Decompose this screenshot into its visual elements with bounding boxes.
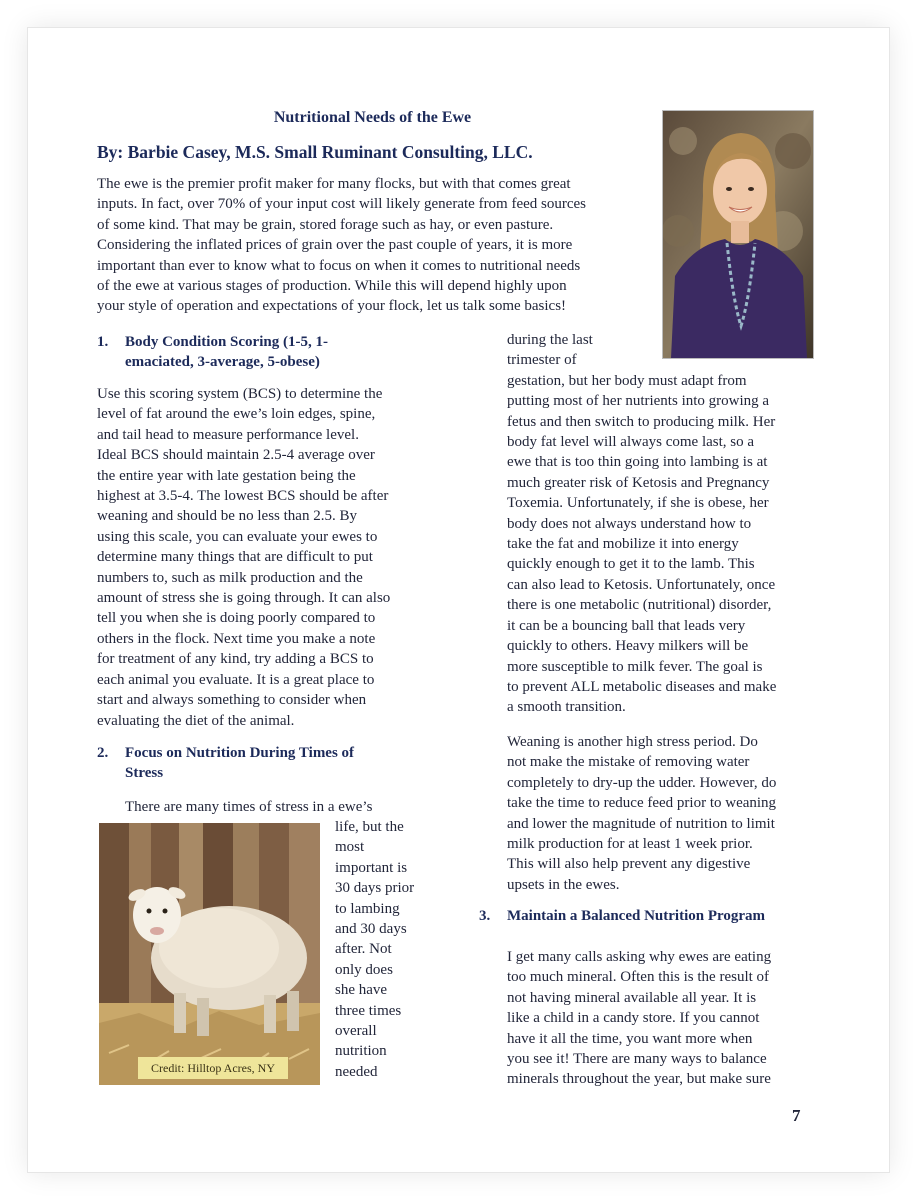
intro-line: important than ever to know what to focus on when it comes to nutritional needs bbox=[97, 257, 581, 274]
body-line: Weaning is another high stress period. Do bbox=[507, 734, 758, 750]
author-byline: By: Barbie Casey, M.S. Small Ruminant Consulting, LLC. bbox=[97, 142, 533, 162]
sheep-photo bbox=[99, 823, 320, 1085]
section-heading-text: Maintain a Balanced Nutrition Program bbox=[507, 908, 766, 924]
wrap-line: after. Not bbox=[335, 941, 392, 958]
intro-line: inputs. In fact, over 70% of your input cost will likely generate from feed sources bbox=[97, 196, 587, 213]
body-line: minerals throughout the year, but make sure bbox=[507, 1071, 771, 1088]
body-line: not make the mistake of removing water bbox=[507, 754, 750, 771]
sheep-photo-illustration bbox=[99, 823, 320, 1085]
wrap-line: and 30 days bbox=[335, 921, 407, 938]
body-line: and lower the magnitude of nutrition to limit bbox=[507, 815, 775, 832]
body-line: using this scale, you can evaluate your ewes to bbox=[97, 528, 378, 545]
page-number: 7 bbox=[792, 1106, 801, 1125]
section-2-first-line: There are many times of stress in a ewe’s bbox=[125, 799, 373, 815]
wrap-line: nutrition bbox=[335, 1043, 387, 1060]
body-line: others in the flock. Next time you make a note bbox=[97, 630, 376, 647]
photo-credit: Credit: Hilltop Acres, NY bbox=[138, 1057, 288, 1079]
body-line: for treatment of any kind, try adding a BCS to bbox=[97, 651, 374, 668]
body-line: fetus and then switch to producing milk. Her bbox=[507, 413, 776, 430]
section-2-wrap-text bbox=[335, 817, 435, 1082]
body-line: can also lead to Ketosis. Unfortunately, once bbox=[507, 576, 776, 593]
wrap-line: three times bbox=[335, 1002, 402, 1019]
body-line: start and always something to consider when bbox=[97, 692, 367, 709]
wrap-line: to lambing bbox=[335, 900, 400, 917]
body-line: numbers to, such as milk production and the bbox=[97, 569, 363, 586]
body-line: level of fat around the ewe’s loin edges, spine, bbox=[97, 406, 376, 423]
author-photo-illustration bbox=[663, 111, 813, 358]
body-line: upsets in the ewes. bbox=[507, 876, 620, 893]
body-line: gestation, but her body must adapt from bbox=[507, 372, 747, 389]
body-line: determine many things that are difficult to put bbox=[97, 549, 373, 566]
right-column-continued bbox=[507, 330, 817, 718]
body-line: Use this scoring system (BCS) to determine the bbox=[97, 386, 383, 402]
author-photo bbox=[662, 110, 814, 359]
body-line: more susceptible to milk fever. The goal is bbox=[507, 658, 763, 675]
body-line: completely to dry-up the udder. However, do bbox=[507, 774, 777, 791]
body-line: to prevent ALL metabolic diseases and make bbox=[507, 678, 777, 695]
section-number: 3. bbox=[479, 908, 491, 924]
body-line: weaning and should be no less than 2.5. By bbox=[97, 508, 357, 525]
section-number: 1. bbox=[97, 334, 109, 350]
body-line: take the fat and mobilize it into energy bbox=[507, 536, 739, 553]
body-line: each animal you evaluate. It is a great place to bbox=[97, 671, 375, 688]
body-line: highest at 3.5-4. The lowest BCS should be after bbox=[97, 488, 389, 505]
heading-line: Stress bbox=[125, 765, 164, 782]
body-line: ewe that is too thin going into lambing is at bbox=[507, 454, 768, 471]
intro-line: of some kind. That may be grain, stored forage such as hay, or even pasture. bbox=[97, 216, 554, 233]
body-line: milk production for at least 1 week prior. bbox=[507, 836, 753, 853]
article-title: Nutritional Needs of the Ewe bbox=[273, 109, 472, 126]
body-line: have it all the time, you want more when bbox=[507, 1030, 753, 1047]
body-line: take the time to reduce feed prior to weaning bbox=[507, 795, 777, 812]
intro-line: of the ewe at various stages of production. While this will depend highly upon bbox=[97, 278, 567, 295]
wrap-line: important is bbox=[335, 859, 408, 876]
section-number: 2. bbox=[97, 745, 109, 761]
body-line: a smooth transition. bbox=[507, 699, 626, 716]
heading-line: Body Condition Scoring (1-5, 1- bbox=[125, 334, 328, 350]
section-3-body bbox=[507, 947, 817, 1090]
body-line: much greater risk of Ketosis and Pregnancy bbox=[507, 474, 770, 491]
body-line: body does not always understand how to bbox=[507, 515, 752, 532]
body-line: evaluating the diet of the animal. bbox=[97, 712, 295, 729]
intro-line: Considering the inflated prices of grain over the past couple of years, it is more bbox=[97, 237, 573, 254]
body-line: not having mineral available all year. It is bbox=[507, 989, 757, 1006]
body-line: putting most of her nutrients into growing a bbox=[507, 393, 770, 410]
body-line: quickly enough to get it to the lamb. This bbox=[507, 556, 755, 573]
intro-line: The ewe is the premier profit maker for many flocks, but with that comes great bbox=[97, 176, 571, 192]
wrap-line: life, but the bbox=[335, 819, 404, 835]
body-line: like a child in a candy store. If you cannot bbox=[507, 1010, 760, 1027]
weaning-paragraph bbox=[507, 732, 817, 895]
body-line: it can be a bouncing ball that leads very bbox=[507, 617, 746, 634]
wrap-line: overall bbox=[335, 1023, 377, 1040]
body-line: Ideal BCS should maintain 2.5-4 average over bbox=[97, 447, 375, 464]
heading-line: Focus on Nutrition During Times of bbox=[125, 745, 355, 761]
body-line: during the last bbox=[507, 332, 593, 348]
body-line: amount of stress she is going through. It can also bbox=[97, 590, 391, 607]
wrap-line: 30 days prior bbox=[335, 880, 415, 897]
wrap-line: needed bbox=[335, 1063, 378, 1080]
intro-line: your style of operation and expectations of your flock, let us talk some basics! bbox=[97, 298, 567, 315]
heading-line: emaciated, 3-average, 5-obese) bbox=[125, 354, 320, 371]
section-heading-text bbox=[125, 332, 328, 373]
body-line: the entire year with late gestation being the bbox=[97, 467, 356, 484]
body-line: quickly to others. Heavy milkers will be bbox=[507, 638, 749, 655]
body-line: you see it! There are many ways to balance bbox=[507, 1051, 767, 1068]
intro-paragraph bbox=[97, 174, 647, 317]
section-heading-text bbox=[125, 743, 354, 784]
body-line: too much mineral. Often this is the result of bbox=[507, 969, 770, 986]
wrap-line: she have bbox=[335, 982, 388, 999]
body-line: there is one metabolic (nutritional) disorder, bbox=[507, 597, 772, 614]
body-line: This will also help prevent any digestive bbox=[507, 856, 751, 873]
wrap-line: most bbox=[335, 839, 365, 856]
body-line: and tail head to measure performance level. bbox=[97, 426, 359, 443]
body-line: I get many calls asking why ewes are eating bbox=[507, 949, 772, 965]
body-line: trimester of bbox=[507, 352, 577, 369]
section-1-body bbox=[97, 384, 427, 731]
body-line: Toxemia. Unfortunately, if she is obese, her bbox=[507, 495, 769, 512]
body-line: tell you when she is doing poorly compared to bbox=[97, 610, 376, 627]
body-line: body fat level will always come last, so a bbox=[507, 434, 755, 451]
wrap-line: only does bbox=[335, 961, 393, 978]
